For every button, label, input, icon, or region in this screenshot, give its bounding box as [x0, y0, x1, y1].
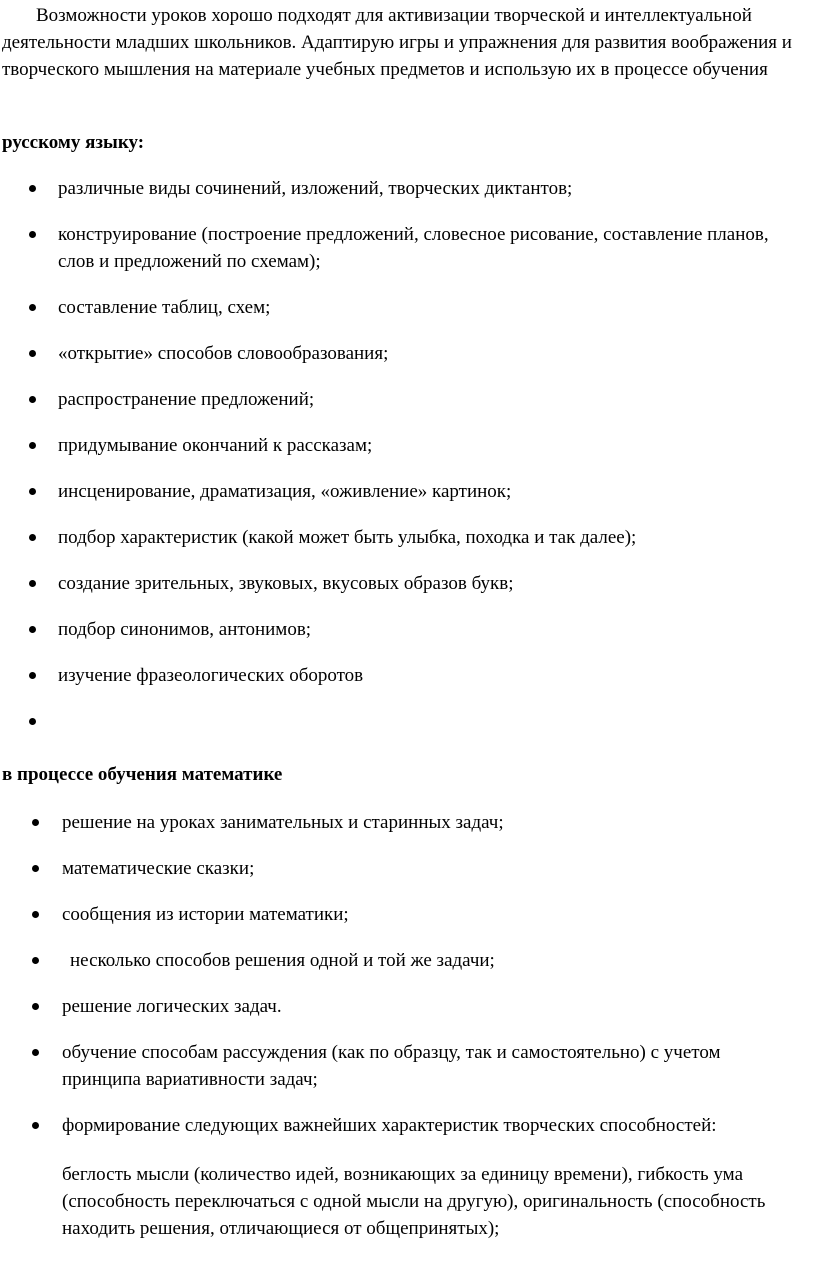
bullet-icon [29, 488, 36, 495]
list-item: математические сказки; [0, 855, 797, 882]
bullet-icon [29, 534, 36, 541]
list-item: составление таблиц, схем; [0, 294, 793, 321]
list-item: конструирование (построение предложений, словесное рисование, составление планов, слов и предложений по схемам); [0, 221, 793, 275]
list-item: распространение предложений; [0, 386, 793, 413]
bullet-icon [32, 1049, 39, 1056]
bullet-icon [29, 185, 36, 192]
list-item: «открытие» способов словообразования; [0, 340, 793, 367]
list-item: подбор характеристик (какой может быть улыбка, походка и так далее); [0, 524, 793, 551]
list-item: создание зрительных, звуковых, вкусовых образов букв; [0, 570, 793, 597]
bullet-icon [29, 350, 36, 357]
bullet-icon [29, 304, 36, 311]
list-item: различные виды сочинений, изложений, творческих диктантов; [0, 175, 793, 202]
list-item: несколько способов решения одной и той же задачи; [0, 947, 797, 974]
intro-paragraph: Возможности уроков хорошо подходят для активизации творческой и интеллектуальной деятельности младших школьников. Адаптирую игры и упражнения для развития воображения и творческого мышления на материале учебных предметов и использую их в процессе обучения [2, 5, 792, 80]
math-list [0, 809, 816, 1158]
bullet-icon [32, 819, 39, 826]
bullet-icon [29, 580, 36, 587]
list-item: инсценирование, драматизация, «оживление» картинок; [0, 478, 793, 505]
bullet-icon [32, 911, 39, 918]
list-item: обучение способам рассуждения (как по образцу, так и самостоятельно) с учетом принципа вариативности задач; [0, 1039, 797, 1093]
math-paragraph: беглость мысли (количество идей, возникающих за единицу времени), гибкость ума (способность переключаться с одной мысли на другую), оригинальность (способность находить решения, отличающиеся от общепринятых); [62, 1164, 766, 1239]
list-item: формирование следующих важнейших характеристик творческих способностей: [0, 1112, 797, 1139]
bullet-icon [29, 626, 36, 633]
bullet-icon [32, 1003, 39, 1010]
bullet-icon [32, 1122, 39, 1129]
list-item: подбор синонимов, антонимов; [0, 616, 793, 643]
list-item-empty [0, 708, 793, 735]
list-item: изучение фразеологических оборотов [0, 662, 793, 689]
bullet-icon [29, 396, 36, 403]
list-item: придумывание окончаний к рассказам; [0, 432, 793, 459]
list-item: сообщения из истории математики; [0, 901, 797, 928]
bullet-icon [29, 442, 36, 449]
heading-math: в процессе обучения математике [2, 764, 283, 785]
list-item: решение логических задач. [0, 993, 797, 1020]
bullet-icon [29, 672, 36, 679]
bullet-icon [32, 957, 39, 964]
heading-russian: русскому языку: [2, 132, 145, 153]
russian-list [0, 175, 816, 754]
list-item: решение на уроках занимательных и старинных задач; [0, 809, 797, 836]
bullet-icon [29, 231, 36, 238]
bullet-icon [29, 718, 36, 725]
bullet-icon [32, 865, 39, 872]
